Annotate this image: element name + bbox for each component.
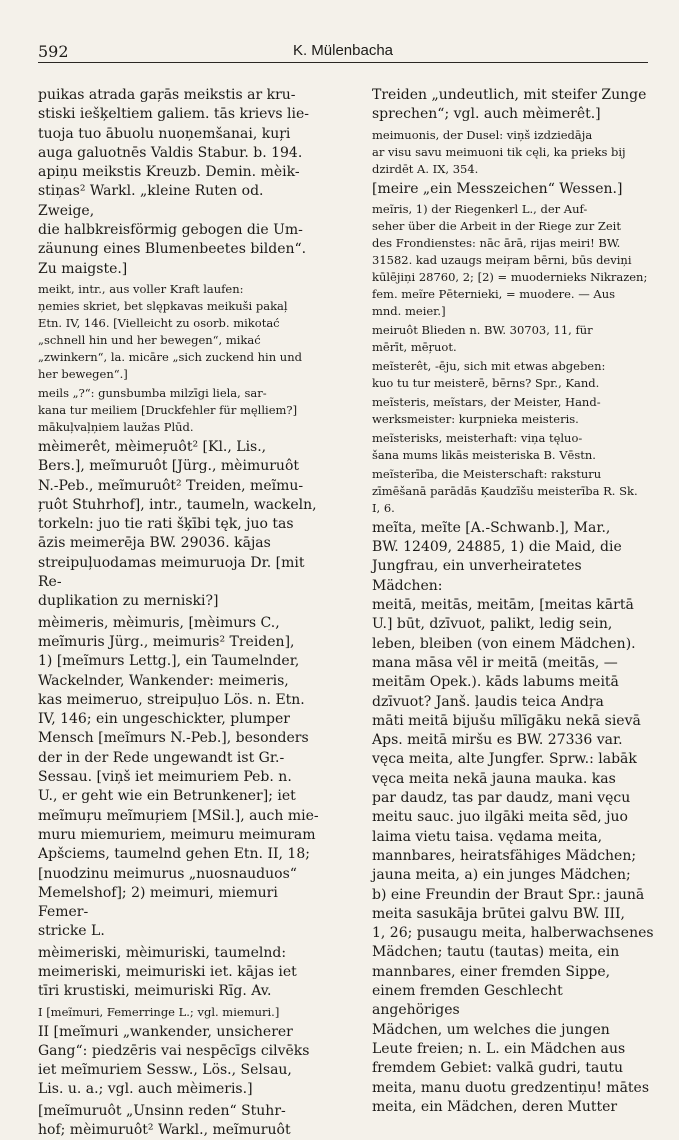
entry-meimuri-i: I [meĩmuri, Femerringe L.; vgl. miemuri.]	[38, 1004, 280, 1019]
entry-meikt: meikt, intr., aus voller Kraft laufen: ņemies skriet, bet slępkavas meikuši pakaļ Etn. IV, 146. [Vielleicht zu osorb. mikotać „schnell hin und her bewegen“, mikać „zwinkern“, la. micāre „sich zuckend hin und her bewegen“.]	[38, 281, 302, 381]
entry-meire: [meire „ein Messzeichen“ Wessen.]	[372, 180, 623, 197]
entry-meimeriski: mèimeriski, mèimuriski, taumelnd: meimeriski, meimuriski iet. kājas iet tīri krustiski, meimuriski Rīg. Av.	[38, 944, 297, 1000]
page-number: 592	[38, 42, 69, 61]
entry-meimeret: mèimerêt, mèimeŗuôt² [Kl., Lis., Bers.], meĩmuruôt [Jürg., mèimuruôt N.-Peb., meĩmuruôt² Treiden, meĩmu- ŗuôt Stuhrhof], intr., taumeln, wackeln, torkeln: juo tie rati šķībi tęk, juo tas āzis meimerēja BW. 29036. kājas streipuļuodamas meimuruoja Dr. [mit Re- duplikation zu merniski?]	[38, 438, 317, 610]
entry-meisteriba: meĩsterība, die Meisterschaft: raksturu zīmēšanā parādās Ķaudzīšu meisterība R. Sk. I, 6.	[372, 466, 638, 515]
entry-meimuruot: [meĩmuruôt „Unsinn reden“ Stuhr- hof; mèimuruôt² Warkl., meĩmuruôt	[38, 1102, 291, 1139]
running-head: K. Mülenbacha	[292, 42, 394, 59]
entry-meiris: meĩris, 1) der Riegenkerl L., der Auf- seher über die Arbeit in der Riege zur Zeit des Frondienstes: nāc ārā, rijas meiri! BW. 31582. kad uzaugs meiŗam bērni, būs deviņi kūlējiņi 28760, 2; [2) = muodernieks Nikrazen; fem. meĩre Pēternieki, = muodere. — Aus mnd. meier.]	[372, 201, 648, 318]
entry-meisterisks: meĩsterisks, meisterhaft: viņa tęluo- šana mums likās meisteriska B. Vēstn.	[372, 430, 596, 462]
entry-meisteret: meĩsterêt, -ēju, sich mit etwas abgeben: kuo tu tur meisterē, bērns? Spr., Kand.	[372, 358, 606, 390]
entry-meimuonis: meimuonis, der Dusel: viņš izdziedāja ar visu savu meimuoni tik cęli, ka prieks bij dzirdēt A. IX, 354.	[372, 127, 626, 176]
entry-meiruot: meiruôt Blieden n. BW. 30703, 11, für mērīt, mēŗuot.	[372, 322, 593, 354]
entry-puikas: puikas atrada gaŗās meikstis ar kru- stiski iešķeltiem galiem. tās krievs lie- tuoja tuo ābuolu nuoņemšanai, kuŗi auga galuotnēs Valdis Stabur. b. 194. apiņu meikstis Kreuzb. Demin. mèik- stiņas² Warkl. „kleine Ruten od. Zweige, die halbkreisförmig gebogen die Um- zäunung eines Blumenbeetes bilden“. Zu maigste.]	[38, 87, 309, 277]
left-column	[38, 86, 320, 1139]
entry-meils: meils „?“: gunsbumba milzīgi liela, sar- kana tur meiliem [Druckfehler für męlliem?] mākuļvaļņiem laužas Plūd.	[38, 385, 298, 434]
entry-meimeris: mèimeris, mèimuris, [mèimurs C., meĩmuris Jürg., meimuris² Treiden], 1) [meĩmurs Lettg.], ein Taumelnder, Wackelnder, Wankender: meimeris, kas meimeruo, streipuļuo Lös. n. Etn. IV, 146; ein ungeschickter, plumper Mensch [meĩmurs N.-Peb.], besonders der in der Rede ungewandt ist Gr.- Sessau. [viņš iet meimuriem Peb. n. U., er geht wie ein Betrunkener]; iet meĩmuŗu meĩmuŗiem [MSil.], auch mie- muru miemuriem, meimuru meimuram Apšciems, taumelnd gehen Etn. II, 18; [nuodzinu meimurus „nuosnauduos“ Memelshof]; 2) meimuri, miemuri Femer- stricke L.	[38, 614, 319, 940]
entry-meimuri-ii: II [meĩmuri „wankender, unsicherer Gang“: piedzēris vai nespēcīgs cilvēks iet meĩmuriem Sessw., Lös., Selsau, Lis. u. a.; vgl. auch mèimeris.]	[38, 1023, 310, 1098]
right-column	[372, 86, 654, 1115]
entry-treiden-continuation: Treiden „undeutlich, mit steifer Zunge sprechen“; vgl. auch mèimerêt.]	[372, 87, 647, 123]
entry-meisteris: meĩsteris, meĩstars, der Meister, Hand- werksmeister: kurpnieka meisteris.	[372, 394, 601, 426]
page-header	[38, 38, 648, 63]
entry-meita: meĩta, meĩte [A.-Schwanb.], Mar., BW. 12409, 24885, 1) die Maid, die Jungfrau, ein unverheiratetes Mädchen: meitā, meitās, meitām, [meitas kārtā U.] būt, dzīvuot, palikt, ledig sein, leben, bleiben (von einem Mädchen). mana māsa vēl ir meitā (meitās, — meitām Opek.). kāds labums meitā dzīvuot? Janš. ļaudis teica Andŗa māti meitā bijušu mīlīgāku nekā sievā Aps. meitā miršu es BW. 27336 var. vęca meita, alte Jungfer. Sprw.: labāk vęca meita nekā jauna mauka. kas par daudz, tas par daudz, mani vęcu meitu sauc. juo ilgāki meita sēd, juo laima vietu taisa. vędama meita, mannbares, heiratsfähiges Mädchen; jauna meita, a) ein junges Mädchen; b) eine Freundin der Braut Spr.: jaunā meita sasukāja brūtei galvu BW. III, 1, 26; pusaugu meita, halberwachsenes Mädchen; tautu (tautas) meita, ein mannbares, einer fremden Sippe, einem fremden Geschlecht angehöriges Mädchen, um welches die jungen Leute freien; n. L. ein Mädchen aus fremdem Gebiet: valkā gudri, tautu meita, manu duotu gredzentiņu! mātes meita, ein Mädchen, deren Mutter	[372, 519, 654, 1115]
